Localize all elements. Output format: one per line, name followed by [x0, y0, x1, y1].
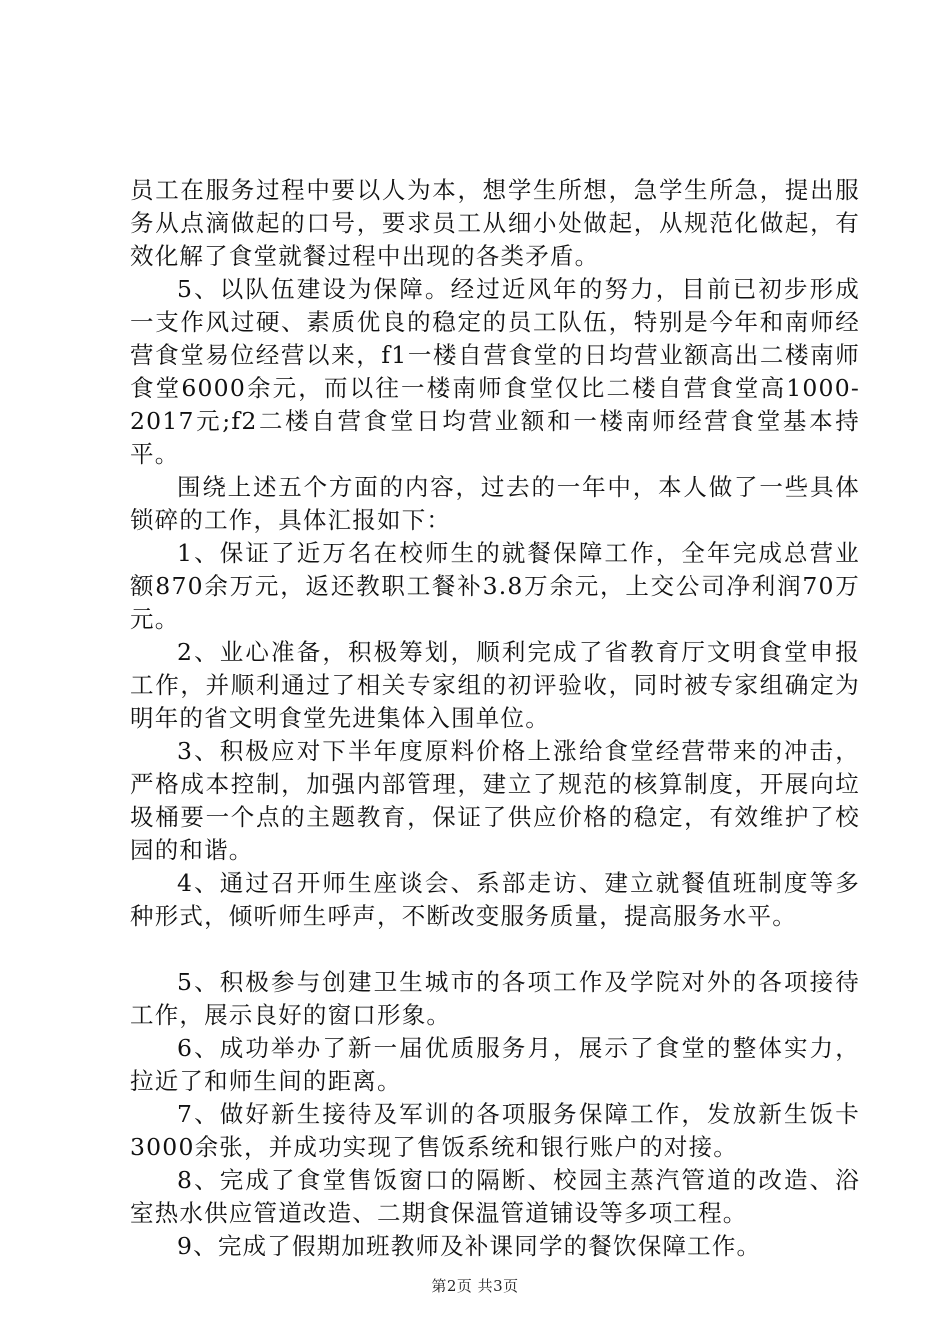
- paragraph-item-5-team-building: 5、以队伍建设为保障。经过近风年的努力，目前已初步形成一支作风过硬、素质优良的稳定的员工队伍，特别是今年和南师经营食堂易位经营以来，f1一楼自营食堂的日均营业额高出二楼南师食堂6000余元，而以往一楼南师食堂仅比二楼自营食堂高1000-2017元;f2二楼自营食堂日均营业额和一楼南师经营食堂基本持平。: [130, 275, 860, 468]
- paragraph-item-7: 7、做好新生接待及军训的各项服务保障工作，发放新生饭卡3000余张，并成功实现了售饭系统和银行账户的对接。: [130, 1100, 860, 1161]
- paragraph-item-8: 8、完成了食堂售饭窗口的隔断、校园主蒸汽管道的改造、浴室热水供应管道改造、二期食保温管道铺设等多项工程。: [130, 1166, 860, 1227]
- paragraph-item-6: 6、成功举办了新一届优质服务月，展示了食堂的整体实力，拉近了和师生间的距离。: [130, 1034, 860, 1095]
- paragraph-item-9: 9、完成了假期加班教师及补课同学的餐饮保障工作。: [177, 1232, 762, 1260]
- paragraph-item-5: 5、积极参与创建卫生城市的各项工作及学院对外的各项接待工作，展示良好的窗口形象。: [130, 968, 860, 1029]
- paragraph-summary-intro: 围绕上述五个方面的内容，过去的一年中，本人做了一些具体锁碎的工作，具体汇报如下：: [130, 473, 860, 534]
- paragraph-item-1: 1、保证了近万名在校师生的就餐保障工作，全年完成总营业额870余万元，返还教职工餐补3.8万余元，上交公司净利润70万元。: [130, 539, 860, 633]
- paragraph-gap: [130, 933, 860, 966]
- paragraph-item-2: 2、业心准备，积极筹划，顺利完成了省教育厅文明食堂申报工作，并顺利通过了相关专家组的初评验收，同时被专家组确定为明年的省文明食堂先进集体入围单位。: [130, 638, 860, 732]
- page-footer: [0, 1276, 950, 1296]
- paragraph-continuation: 员工在服务过程中要以人为本，想学生所想，急学生所急，提出服务从点滴做起的口号，要求员工从细小处做起，从规范化做起，有效化解了食堂就餐过程中出现的各类矛盾。: [130, 176, 860, 270]
- paragraph-item-4: 4、通过召开师生座谈会、系部走访、建立就餐值班制度等多种形式，倾听师生呼声，不断改变服务质量，提高服务水平。: [130, 869, 860, 930]
- document-body: [130, 174, 860, 1263]
- paragraph-item-3: 3、积极应对下半年度原料价格上涨给食堂经营带来的冲击，严格成本控制，加强内部管理，建立了规范的核算制度，开展向垃圾桶要一个点的主题教育，保证了供应价格的稳定，有效维护了校园的和谐。: [130, 737, 860, 864]
- page-number-label: 第2页 共3页: [431, 1277, 519, 1295]
